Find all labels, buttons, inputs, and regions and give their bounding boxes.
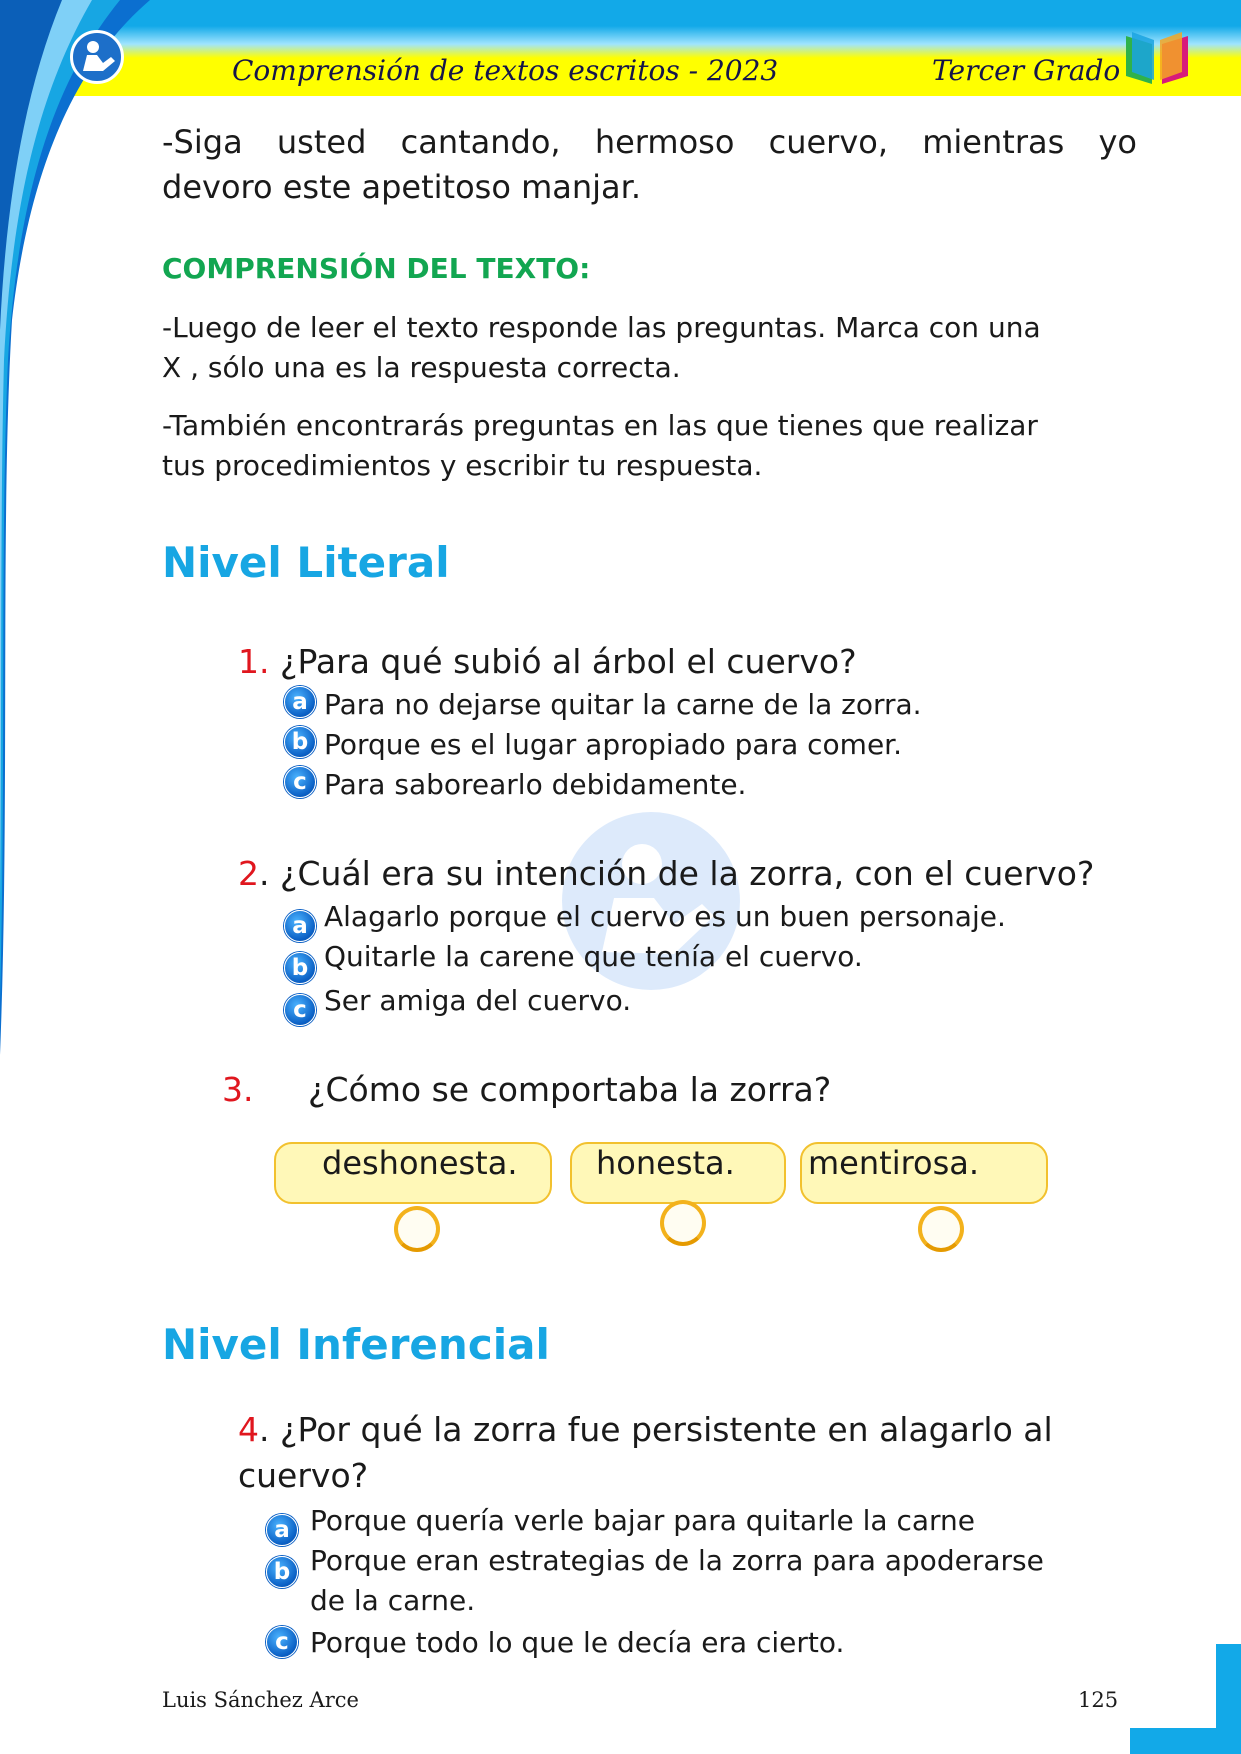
option-b-badge-icon[interactable]: b	[266, 1556, 298, 1588]
corner-decoration-base	[1130, 1728, 1241, 1754]
q4-option-a[interactable]: Porque quería verle bajar para quitarle la carne	[310, 1504, 976, 1537]
page-number: 125	[1078, 1688, 1119, 1712]
choice-circle-honesta[interactable]	[660, 1200, 706, 1246]
question-text: ¿Para qué subió al árbol el cuervo?	[280, 642, 857, 681]
intro-line-1: -Siga usted cantando, hermoso cuervo, mientras yo	[162, 123, 1137, 161]
footer-author: Luis Sánchez Arce	[162, 1688, 359, 1712]
question-3-text: ¿Cómo se comportaba la zorra?	[308, 1070, 832, 1109]
question-number: 4	[238, 1410, 259, 1449]
question-text: . ¿Por qué la zorra fue persistente en alagarlo al	[259, 1410, 1053, 1449]
option-b-badge-icon[interactable]: b	[284, 726, 316, 758]
question-2	[238, 854, 1094, 893]
question-number: 1.	[238, 642, 270, 681]
instruction-2-line-1: -También encontrarás preguntas en las que tienes que realizar	[162, 409, 1038, 442]
comprehension-heading: COMPRENSIÓN DEL TEXTO:	[162, 252, 591, 285]
option-c-badge-icon[interactable]: c	[266, 1626, 298, 1658]
q1-option-b[interactable]: Porque es el lugar apropiado para comer.	[324, 728, 903, 761]
instruction-2-line-2: tus procedimientos y escribir tu respuesta.	[162, 449, 763, 482]
reading-icon	[70, 30, 124, 84]
option-a-badge-icon[interactable]: a	[284, 686, 316, 718]
instruction-1-line-1: -Luego de leer el texto responde las preguntas. Marca con una	[162, 311, 1041, 344]
intro-line-2: devoro este apetitoso manjar.	[162, 168, 642, 206]
q4-option-b-line-2: de la carne.	[310, 1584, 476, 1617]
q2-option-b[interactable]: Quitarle la carene que tenía el cuervo.	[324, 940, 863, 973]
option-c-badge-icon[interactable]: c	[284, 766, 316, 798]
book-logo-icon	[1122, 28, 1192, 88]
q4-option-c[interactable]: Porque todo lo que le decía era cierto.	[310, 1626, 845, 1659]
header-title: Comprensión de textos escritos - 2023	[232, 54, 779, 87]
instruction-1-line-2: X , sólo una es la respuesta correcta.	[162, 351, 681, 384]
question-3-number: 3.	[222, 1070, 254, 1109]
option-a-badge-icon[interactable]: a	[284, 910, 316, 942]
level-heading-literal: Nivel Literal	[162, 538, 450, 587]
header-grade: Tercer Grado	[932, 54, 1121, 87]
choice-circle-deshonesta[interactable]	[394, 1206, 440, 1252]
q2-option-a[interactable]: Alagarlo porque el cuervo es un buen personaje.	[324, 900, 1006, 933]
option-b-badge-icon[interactable]: b	[284, 952, 316, 984]
choice-label: deshonesta.	[322, 1144, 518, 1182]
q2-option-c[interactable]: Ser amiga del cuervo.	[324, 984, 632, 1017]
level-heading-inferential: Nivel Inferencial	[162, 1320, 550, 1369]
option-a-badge-icon[interactable]: a	[266, 1514, 298, 1546]
choice-label: honesta.	[596, 1144, 735, 1182]
question-text: . ¿Cuál era su intención de la zorra, con el cuervo?	[259, 854, 1095, 893]
choice-circle-mentirosa[interactable]	[918, 1206, 964, 1252]
option-c-badge-icon[interactable]: c	[284, 994, 316, 1026]
question-1	[238, 642, 857, 681]
q1-option-a[interactable]: Para no dejarse quitar la carne de la zorra.	[324, 688, 922, 721]
q1-option-c[interactable]: Para saborearlo debidamente.	[324, 768, 747, 801]
question-4-line-2: cuervo?	[238, 1456, 369, 1495]
question-4	[238, 1410, 1053, 1449]
q4-option-b[interactable]: Porque eran estrategias de la zorra para apoderarse	[310, 1544, 1044, 1577]
choice-label: mentirosa.	[808, 1144, 980, 1182]
question-number: 2	[238, 854, 259, 893]
